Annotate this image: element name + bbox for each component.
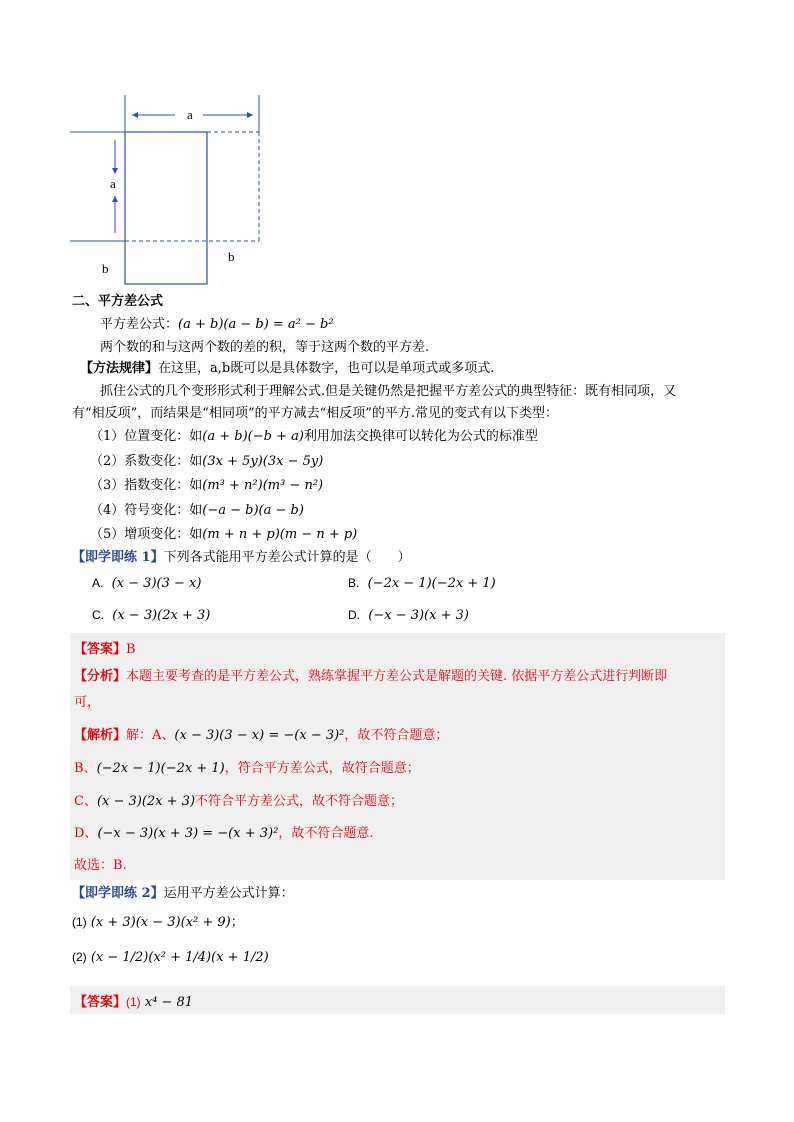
variant-label: （4）符号变化：如 xyxy=(90,503,203,518)
arrowhead-left-top xyxy=(112,168,118,174)
exercise2-tag: 【即学即练 2】 xyxy=(72,886,164,901)
formula-description: 两个数的和与这两个数的差的积，等于这两个数的平方差. xyxy=(100,340,430,355)
section-title: 二、平方差公式 xyxy=(72,294,164,309)
option-b xyxy=(348,576,496,591)
variant-1 xyxy=(90,425,538,444)
option-letter: D. xyxy=(348,608,360,622)
exercise2-text: 运用平方差公式计算： xyxy=(163,886,294,901)
solution-a-text: ，故不符合题意； xyxy=(344,728,449,743)
exercise1-text: 下列各式能用平方差公式计算的是（ ） xyxy=(163,550,411,565)
arrowhead-top-right xyxy=(247,112,253,118)
method-tag: 【方法规律】 xyxy=(80,361,159,376)
diagram-svg xyxy=(70,92,270,292)
arrowhead-left-bottom xyxy=(112,196,118,202)
answer-line xyxy=(74,638,136,657)
formula-expr: (a + b)(a − b) = a² − b² xyxy=(178,317,334,332)
solution-a xyxy=(74,724,448,743)
variant-expr: (3x + 5y)(3x − 5y) xyxy=(202,454,324,469)
variant-note: 利用加法交换律可以转化为公式的标准型 xyxy=(303,429,538,444)
q2-expr: (x − 1/2)(x² + 1/4)(x + 1/2) xyxy=(90,950,269,965)
solution-c-expr: (x − 3)(2x + 3) xyxy=(96,794,196,809)
variant-5 xyxy=(90,523,357,542)
solution-b xyxy=(74,757,420,776)
solution-b-expr: (−2x − 1)(−2x + 1) xyxy=(96,761,225,776)
variant-label: （3）指数变化：如 xyxy=(90,478,203,493)
variant-expr: (a + b)(−b + a) xyxy=(202,429,304,444)
answer-value: B xyxy=(126,642,136,657)
label-b-right: b xyxy=(228,249,235,264)
analysis-text: 本题主要考查的是平方差公式，熟练掌握平方差公式是解题的关键. 依据平方差公式进行判断即 xyxy=(126,669,668,684)
q1-end: ； xyxy=(230,915,244,930)
q1-number: (1) xyxy=(72,915,87,929)
q1-expr: (x + 3)(x − 3)(x² + 9) xyxy=(90,915,231,930)
solution-d-prefix: D、 xyxy=(74,826,98,841)
solution-b-prefix: B、 xyxy=(74,761,97,776)
solution-c-prefix: C、 xyxy=(74,794,97,809)
variant-label: （5）增项变化：如 xyxy=(90,527,203,542)
label-a-left: a xyxy=(110,176,116,191)
exercise2-question xyxy=(72,882,294,901)
solution-c xyxy=(74,790,403,809)
analysis-line2: 可， xyxy=(74,695,101,710)
exercise1-question xyxy=(72,546,411,565)
arrowhead-top-left xyxy=(132,112,138,118)
analysis-line1 xyxy=(74,665,667,684)
answer2-expr: x⁴ − 81 xyxy=(144,995,194,1010)
method-line xyxy=(80,357,494,376)
q2-number: (2) xyxy=(72,950,87,964)
solution-intro: 解：A、 xyxy=(126,728,175,743)
method-para1: 抓住公式的几个变形形式利于理解公式.但是关键仍然是把握平方差公式的典型特征：既有相同项，又 xyxy=(100,384,677,399)
solution-d-expr: (−x − 3)(x + 3) = −(x + 3)² xyxy=(97,826,279,841)
formula-line xyxy=(100,313,334,332)
option-expr: (x − 3)(3 − x) xyxy=(111,576,202,591)
formula-label: 平方差公式： xyxy=(100,317,179,332)
option-expr: (x − 3)(2x + 3) xyxy=(112,608,211,623)
solution-d xyxy=(74,822,373,841)
option-letter: B. xyxy=(348,576,360,590)
diagram-rectangle xyxy=(125,132,207,284)
solution-tag: 【解析】 xyxy=(74,728,127,743)
option-c xyxy=(92,608,210,623)
exercise2-q1 xyxy=(72,911,244,930)
label-b-left: b xyxy=(102,261,109,276)
variant-3 xyxy=(90,474,323,493)
solution-b-text: ，符合平方差公式，故符合题意； xyxy=(224,761,420,776)
option-letter: C. xyxy=(92,608,104,622)
option-a xyxy=(92,576,201,591)
solution-c-text: 不符合平方差公式，故不符合题意； xyxy=(195,794,404,809)
variant-label: （2）系数变化：如 xyxy=(90,454,203,469)
variant-4 xyxy=(90,499,304,518)
answer-tag: 【答案】 xyxy=(74,642,127,657)
exercise2-q2 xyxy=(72,950,269,965)
answer2-number: (1) xyxy=(126,995,141,1009)
variant-expr: (m³ + n²)(m³ − n²) xyxy=(202,478,324,493)
method-para2: 有“相反项”，而结果是“相同项”的平方减去“相反项”的平方.常见的变式有以下类型： xyxy=(72,406,559,421)
method-text: 在这里，a,b既可以是具体数字，也可以是单项式或多项式. xyxy=(158,361,495,376)
solution-d-text: ，故不符合题意. xyxy=(278,826,374,841)
variant-label: （1）位置变化：如 xyxy=(90,429,203,444)
option-letter: A. xyxy=(92,576,104,590)
analysis-tag: 【分析】 xyxy=(74,669,127,684)
variant-expr: (−a − b)(a − b) xyxy=(202,503,304,518)
variant-2 xyxy=(90,450,323,469)
option-expr: (−x − 3)(x + 3) xyxy=(368,608,469,623)
variant-expr: (m + n + p)(m − n + p) xyxy=(202,527,358,542)
conclusion: 故选：B. xyxy=(74,858,127,873)
answer2-tag: 【答案】 xyxy=(74,995,127,1010)
exercise1-tag: 【即学即练 1】 xyxy=(72,550,164,565)
solution-a-expr: (x − 3)(3 − x) = −(x − 3)² xyxy=(174,728,345,743)
option-expr: (−2x − 1)(−2x + 1) xyxy=(367,576,496,591)
square-diagram xyxy=(70,92,270,292)
option-d xyxy=(348,608,469,623)
answer2-line xyxy=(74,991,193,1010)
label-a-top: a xyxy=(187,107,193,122)
